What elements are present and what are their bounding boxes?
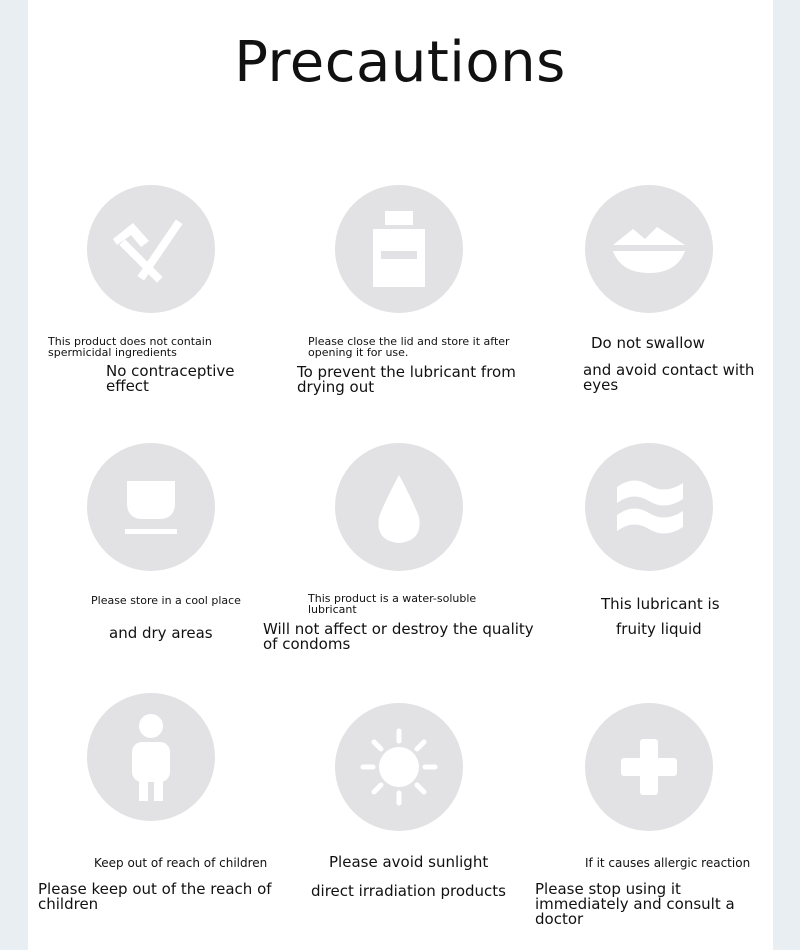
item-9-caption: Please stop using it immediately and consult a doctor (535, 880, 735, 928)
sun-icon (335, 703, 463, 831)
item-2-caption: To prevent the lubricant from drying out (297, 363, 516, 396)
item-5-note: This product is a water-soluble lubricant (308, 592, 477, 616)
item-6-caption: fruity liquid (616, 620, 702, 638)
plus-icon (585, 703, 713, 831)
child-icon (87, 693, 215, 821)
item-3-note: Do not swallow (591, 334, 705, 352)
waves-icon (585, 443, 713, 571)
item-7-note: Keep out of reach of children (94, 856, 268, 870)
item-8-caption: direct irradiation products (311, 882, 506, 900)
item-4-note: Please store in a cool place (91, 594, 241, 607)
water-drop-icon (335, 443, 463, 571)
item-1-note: This product does not contain spermicidal ingredients (48, 335, 212, 359)
item-2-note: Please close the lid and store it after opening it for use. (308, 335, 510, 359)
page-title: Precautions (234, 30, 566, 95)
item-6-note: This lubricant is (601, 595, 720, 613)
item-5-caption: Will not affect or destroy the quality of condoms (263, 620, 534, 653)
item-8-note: Please avoid sunlight (329, 853, 489, 871)
item-9-note: If it causes allergic reaction (585, 856, 751, 870)
no-tools-icon (87, 185, 215, 313)
bottle-icon (335, 185, 463, 313)
item-1-caption: No contraceptive effect (106, 362, 235, 395)
item-7-caption: Please keep out of the reach of children (38, 880, 272, 913)
item-3-caption: and avoid contact with eyes (583, 361, 755, 394)
mouth-icon (585, 185, 713, 313)
cup-icon (87, 443, 215, 571)
item-4-caption: and dry areas (109, 624, 213, 642)
